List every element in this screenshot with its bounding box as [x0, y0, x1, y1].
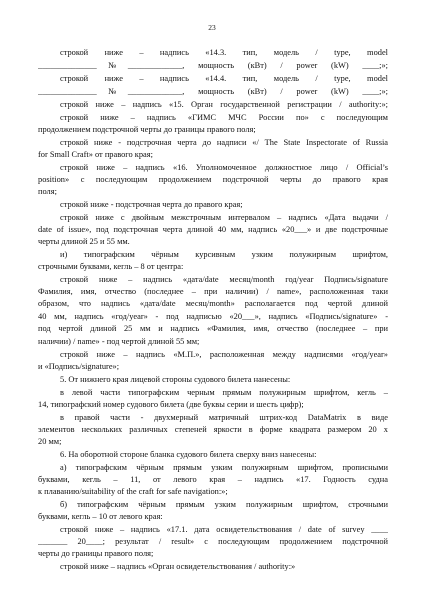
text-line: б) типографским чёрным прямым узким полужирным шрифтом, строчными	[60, 500, 388, 509]
text-line: for Small Craft» от правого края;	[38, 150, 153, 159]
text-line: а) типографским чёрным прямым узким полужирным шрифтом, прописными	[60, 463, 388, 472]
text-line: под чертой длиной 25 мм и надпись «Фамилия, имя, отчество (последнее – при	[38, 324, 388, 333]
page-number: 23	[208, 23, 216, 32]
text-line: Фамилия, имя, отчество (последнее – при наличии) / name», расположенная таки	[38, 287, 388, 296]
text-line: черты длиной 25 и 55 мм.	[38, 237, 130, 246]
text-line: строкой ниже с двойным межстрочным интервалом – надпись «Дата выдачи /	[60, 213, 388, 222]
text-line: элементов нескольких различных степеней яркости в форме квадрата размером 20 х	[38, 425, 388, 434]
text-line: поля;	[38, 187, 57, 196]
text-line: черты до границы правого поля;	[38, 549, 154, 558]
text-line: 6. На оборотной стороне бланка судового билета сверху вниз нанесены:	[60, 450, 317, 459]
text-line: строкой ниже - подстрочная черта до надписи «/ The State Inspectorate of Russia	[60, 138, 388, 147]
text-line: строкой ниже – надпись «14.3. тип, модель / type, model	[60, 48, 388, 57]
text-line: строкой ниже – надпись «15. Орган государственной регистрации / authority:»;	[60, 100, 388, 109]
text-line: ______________№_____________, мощность (кВт) / power (kW) ____;»;	[38, 87, 388, 96]
text-line: в левой части типографским черным прямым полужирным шрифтом, кегль –	[60, 388, 388, 397]
text-line: 20 мм;	[38, 437, 62, 446]
text-line: строчными буквами, кегль – 8 от центра:	[38, 262, 184, 271]
text-line: строкой ниже – надпись «М.П.», расположенная между надписями «год/year»	[60, 350, 388, 359]
text-line: наличии) / name» - под чертой длиной 55 мм;	[38, 337, 200, 346]
text-line: 5. От нижнего края лицевой стороны судового билета нанесены:	[60, 375, 291, 384]
text-line: ______________№_____________, мощность (кВт) / power (kW) ____;»;	[38, 61, 388, 70]
text-line: _______ 20____; результат / result» с последующим продолжением подстрочной	[38, 537, 388, 546]
text-line: строкой ниже – надпись «17.1. дата освидетельствования / date of survey ____	[60, 525, 388, 534]
text-line: образом, что надпись «дата/date месяц/month» располагается под чертой длиной	[38, 299, 388, 308]
text-line: строкой ниже – надпись «16. Уполномоченное должностное лицо / Official’s	[60, 163, 388, 172]
text-line: 40 мм, надпись «год/year» - под надписью «20___», надпись «Подпись/signature» -	[38, 312, 388, 321]
text-line: продолжением подстрочной черты до границы правого поля;	[38, 125, 256, 134]
text-line: и) типографским чёрным курсивным узким полужирным шрифтом,	[60, 250, 388, 259]
text-line: буквами, кегль – 11, от левого края – надпись «17. Годность судна	[38, 475, 388, 484]
text-line: строкой ниже – надпись «14.4. тип, модель / type, model	[60, 74, 388, 83]
text-line: к плаванию/suitability of the craft for safe navigation:»;	[38, 487, 228, 496]
text-line: буквами, кегль – 10 от левого края:	[38, 512, 163, 521]
text-line: 14, типографский номер судового билета (две буквы серии и шесть цифр);	[38, 400, 304, 409]
text-line: в правой части - двухмерный матричный штрих-код DataMatrix в виде	[60, 413, 388, 422]
text-line: и «Подпись/signature»;	[38, 362, 120, 371]
text-line: date of issue», под подстрочная черта длиной 40 мм, надпись «20___» и две подстрочные	[38, 225, 388, 234]
text-line: строкой ниже – надпись «Орган освидетельствования / authority:»	[60, 562, 296, 571]
text-line: строкой ниже – надпись «ГИМС МЧС России по» с последующим	[60, 113, 388, 122]
text-line: position» с последующим продолжением подстрочной черты до правого края	[38, 175, 388, 184]
text-line: строкой ниже - подстрочная черта до правого края;	[60, 200, 243, 209]
text-line: строкой ниже – надпись «дата/date месяц/month год/year Подпись/signature	[60, 275, 388, 284]
